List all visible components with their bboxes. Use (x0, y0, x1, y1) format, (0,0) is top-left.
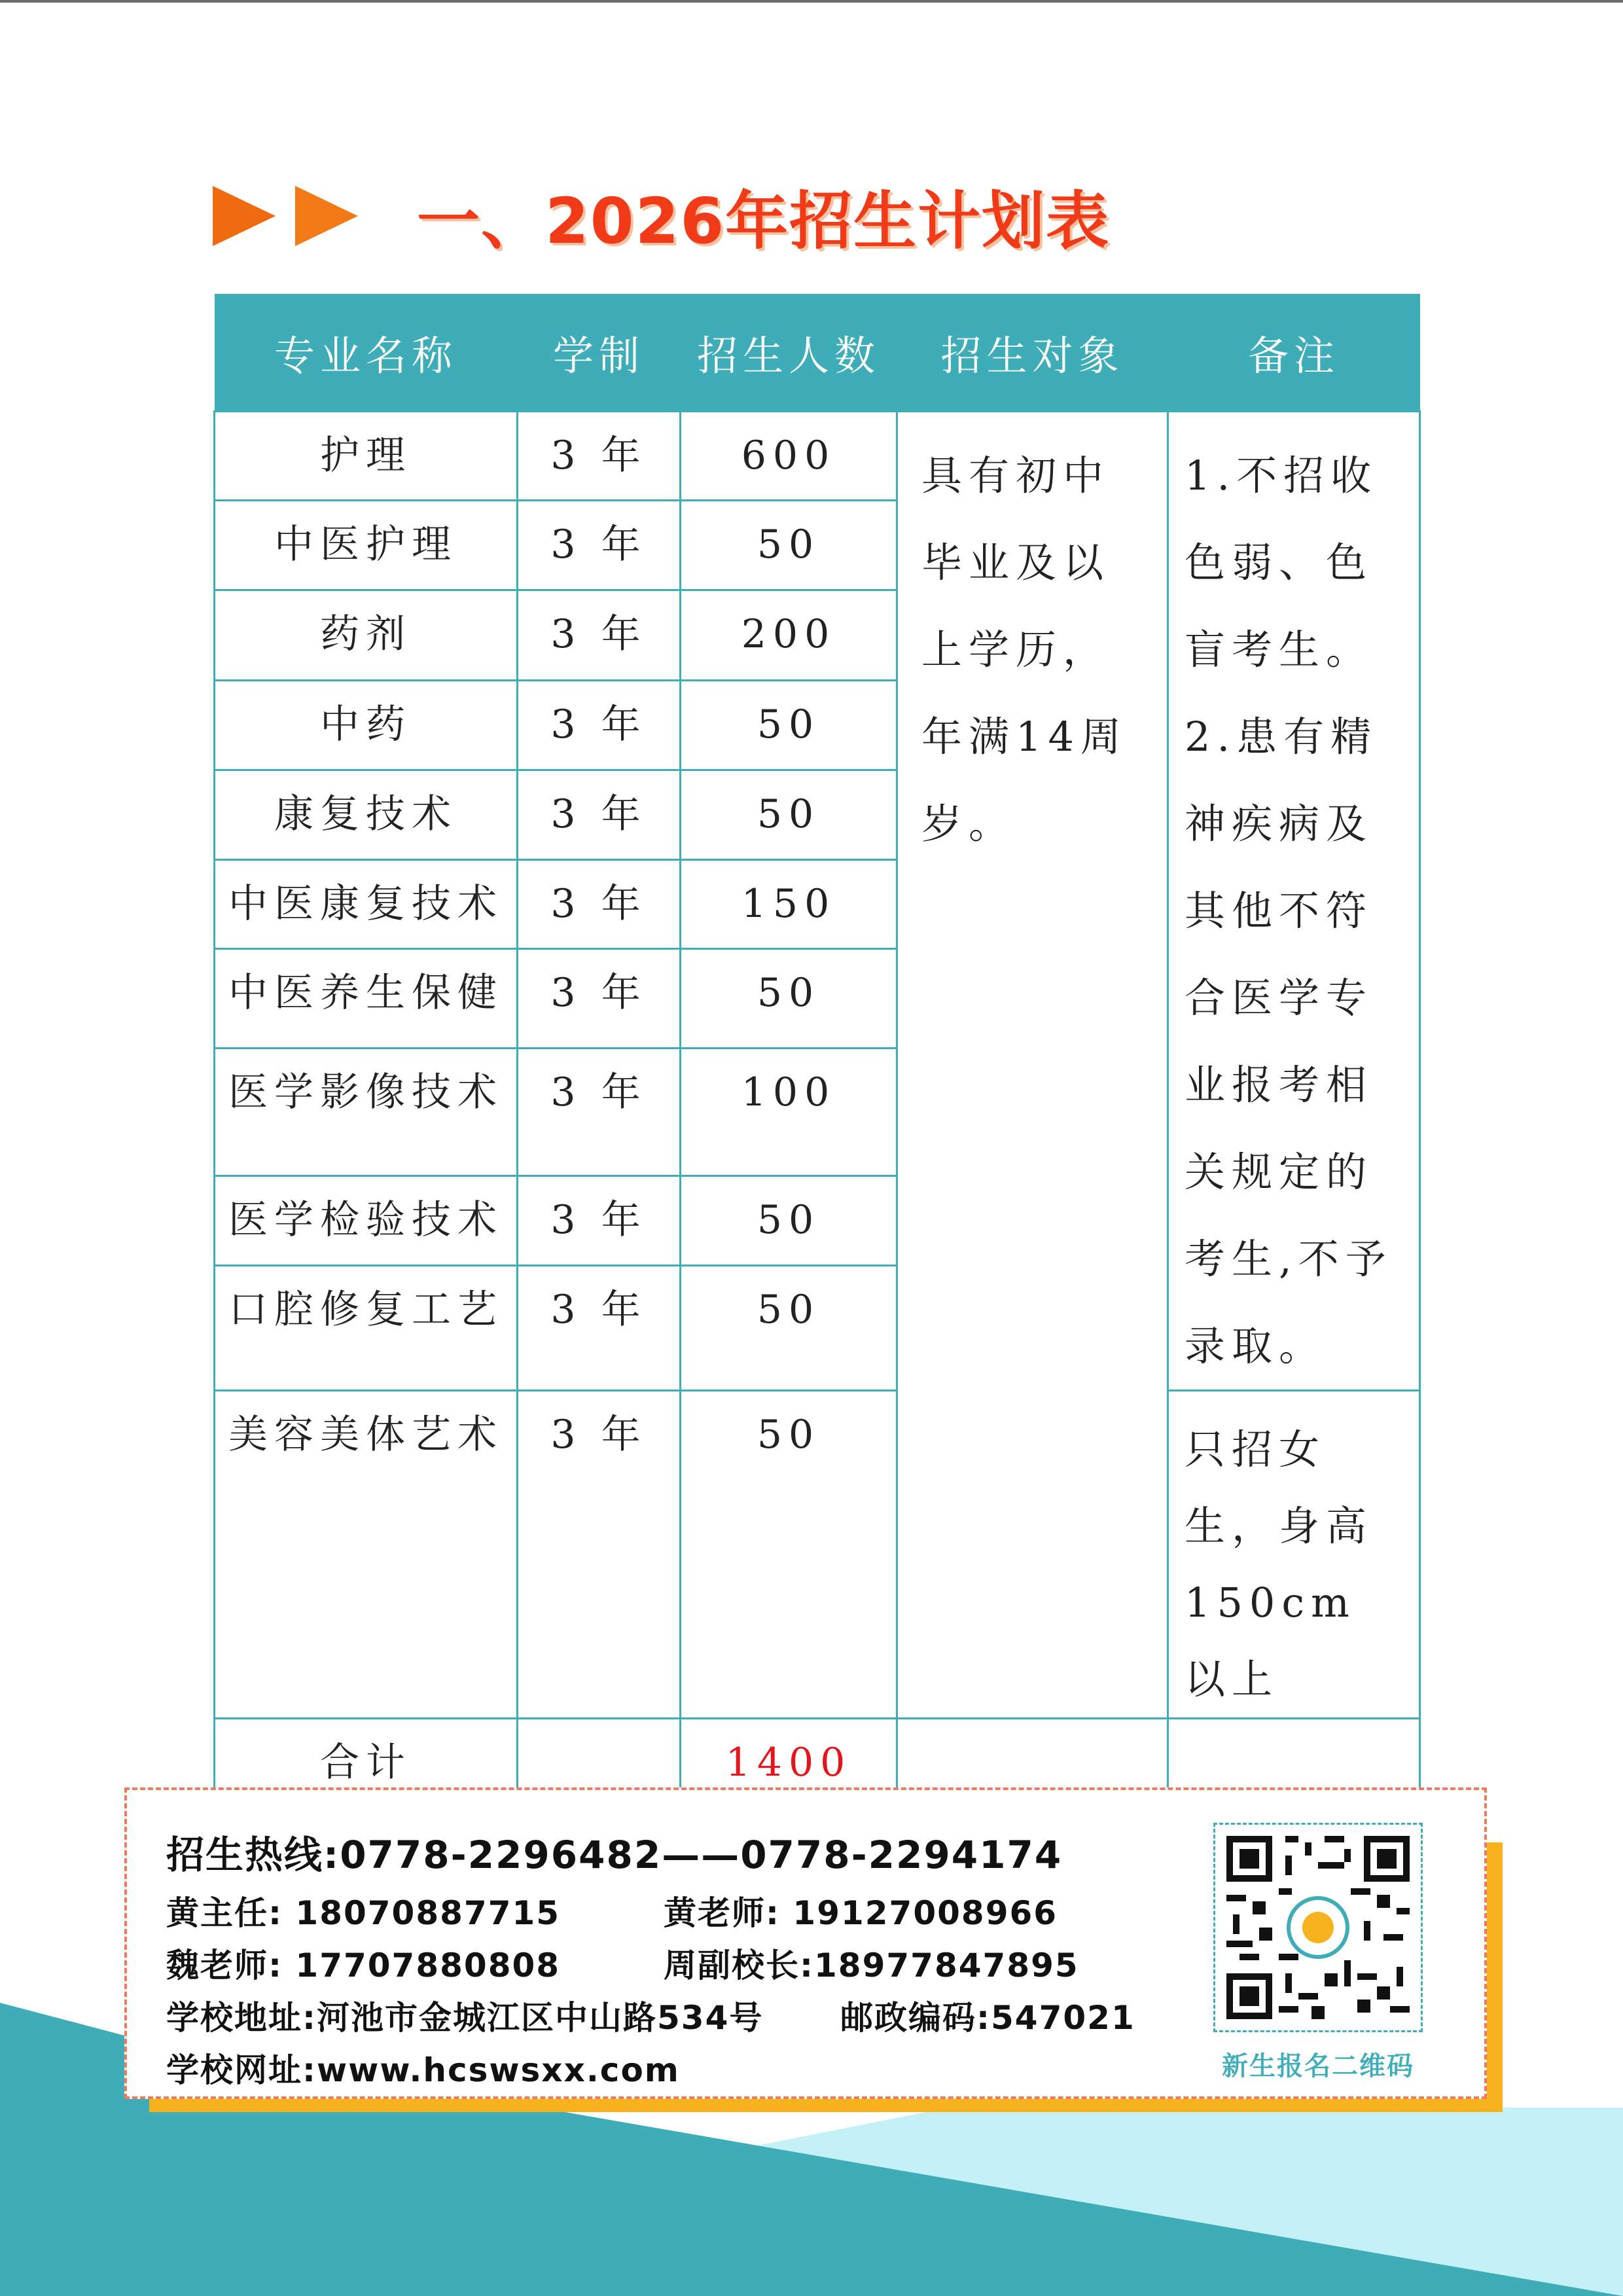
school-address: 学校地址:河池市金城江区中山路534号 (166, 1999, 764, 2037)
arrow-icon (213, 186, 276, 246)
major-cell: 中药 (215, 680, 518, 770)
section-heading (213, 177, 1111, 258)
years-cell: 3 年 (518, 1176, 681, 1265)
arrow-icon (295, 186, 358, 246)
count-cell: 50 (681, 680, 897, 770)
years-cell: 3 年 (518, 1049, 681, 1176)
major-cell: 康复技术 (215, 770, 518, 859)
qr-caption: 新生报名二维码 (1222, 2051, 1414, 2081)
count-cell: 50 (681, 1391, 897, 1719)
major-cell: 药剂 (215, 590, 518, 680)
total-value: 1400 (725, 1740, 852, 1785)
contact-vice-principal: 周副校长:18977847895 (664, 1946, 1079, 1984)
page-title: 一、2026年招生计划表 (417, 184, 1111, 258)
years-cell: 3 年 (518, 680, 681, 770)
target-cell: 具有初中毕业及以上学历，年满14周岁。 (897, 412, 1168, 1719)
count-cell: 200 (681, 590, 897, 680)
contact-teacher-huang: 黄老师: 19127008966 (664, 1894, 1058, 1932)
total-label-cell: 合计 (215, 1719, 518, 1809)
header-years: 学制 (518, 294, 681, 412)
count-cell: 50 (681, 501, 897, 590)
qr-code-icon (1220, 1829, 1416, 2026)
admissions-hotline: 招生热线:0778-2296482——0778-2294174 (166, 1833, 1063, 1877)
enrollment-plan-table (213, 294, 1421, 1810)
major-cell: 医学检验技术 (215, 1176, 518, 1265)
major-cell: 医学影像技术 (215, 1049, 518, 1176)
contact-box (124, 1787, 1487, 2099)
female-only-note-cell: 只招女生，身高 150cm以上 (1168, 1391, 1420, 1719)
table-header-row (215, 294, 1420, 412)
count-cell: 600 (681, 412, 897, 501)
count-cell: 50 (681, 1176, 897, 1265)
major-cell: 口腔修复工艺 (215, 1265, 518, 1390)
major-cell: 中医养生保健 (215, 949, 518, 1049)
count-cell: 50 (681, 1265, 897, 1390)
count-cell: 100 (681, 1049, 897, 1176)
table-row (215, 1391, 1420, 1719)
years-cell: 3 年 (518, 501, 681, 590)
qr-code-frame (1213, 1823, 1423, 2032)
major-cell: 护理 (215, 412, 518, 501)
contact-huang-director: 黄主任: 18070887715 (166, 1894, 561, 1932)
school-website: 学校网址:www.hcswsxx.com (166, 2051, 680, 2089)
years-cell: 3 年 (518, 1265, 681, 1390)
header-major: 专业名称 (215, 294, 518, 412)
years-cell: 3 年 (518, 1391, 681, 1719)
major-cell: 美容美体艺术 (215, 1391, 518, 1719)
contact-teacher-wei: 魏老师: 17707880808 (166, 1946, 561, 1984)
years-cell: 3 年 (518, 770, 681, 859)
count-cell: 50 (681, 949, 897, 1049)
header-note: 备注 (1168, 294, 1420, 412)
note-cell: 1.不招收色弱、色盲考生。2.患有精神疾病及其他不符合医学专业报考相关规定的考生,不予录取。 (1168, 412, 1420, 1391)
postal-code: 邮政编码:547021 (840, 1999, 1135, 2037)
major-cell: 中医康复技术 (215, 859, 518, 948)
years-cell: 3 年 (518, 590, 681, 680)
count-cell: 150 (681, 859, 897, 948)
years-cell: 3 年 (518, 859, 681, 948)
table-row (215, 412, 1420, 501)
header-target: 招生对象 (897, 294, 1168, 412)
header-count: 招生人数 (681, 294, 897, 412)
major-cell: 中医护理 (215, 501, 518, 590)
years-cell: 3 年 (518, 949, 681, 1049)
count-cell: 50 (681, 770, 897, 859)
years-cell: 3 年 (518, 412, 681, 501)
